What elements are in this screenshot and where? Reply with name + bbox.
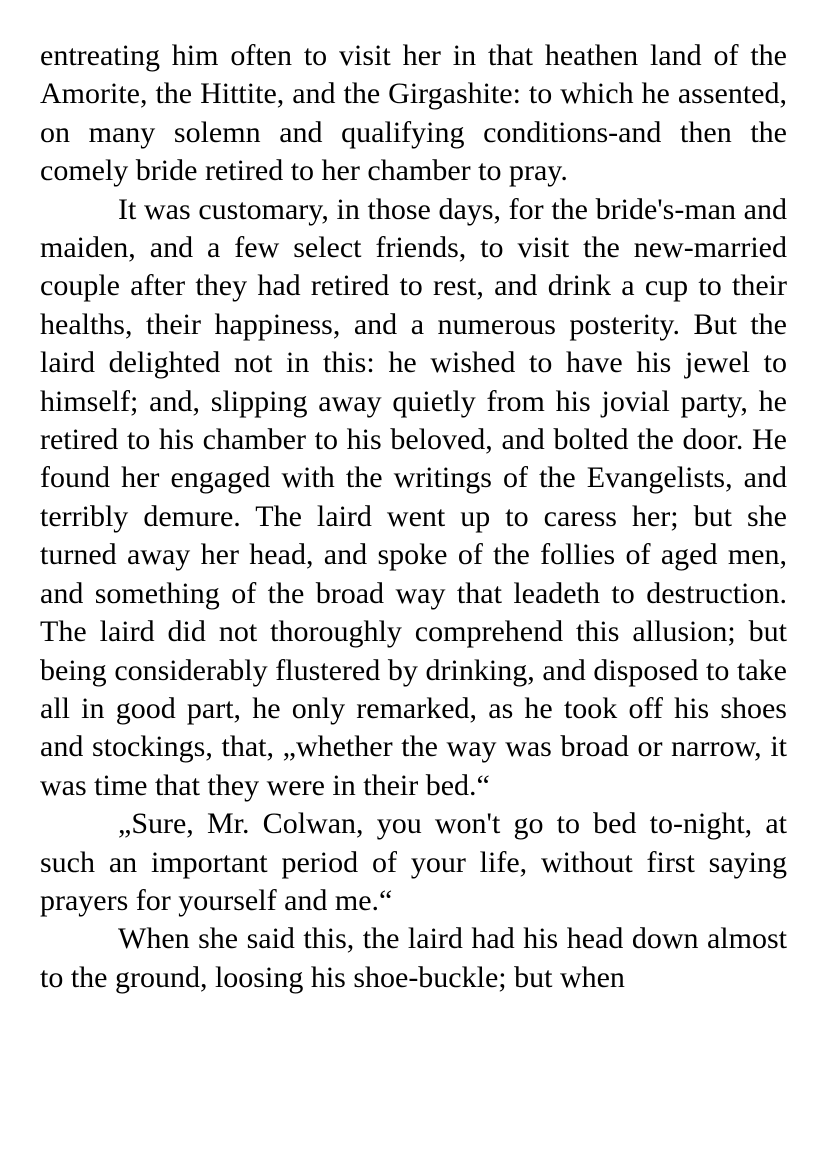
document-page (40, 37, 787, 997)
paragraph-3: „Sure, Mr. Colwan, you won't go to bed to-night, at such an important period of your life, without first saying prayers for yourself and me.“ (40, 807, 787, 917)
paragraph-2: It was customary, in those days, for the bride's-man and maiden, and a few select friends, to visit the new-married couple after they had retired to rest, and drink a cup to their healths, their happiness, and a numerous posterity. But the laird delighted not in this: he wished to have his jewel to himself; and, slipping away quietly from his jovial party, he retired to his chamber to his beloved, and bolted the door. He found her engaged with the writings of the Evangelists, and terribly demure. The laird went up to caress her; but she turned away her head, and spoke of the follies of aged men, and something of the broad way that leadeth to destruction. The laird did not thoroughly comprehend this allusion; but being considerably flustered by drinking, and disposed to take all in good part, he only remarked, as he took off his shoes and stockings, that, „whether the way was broad or narrow, it was time that they were in their bed.“ (40, 192, 787, 802)
paragraph-1: entreating him often to visit her in that heathen land of the Amorite, the Hittite, and the Girgashite: to which he assented, on many solemn and qualifying conditions-and then the comely bride retired to her chamber to pray. (40, 39, 787, 188)
paragraph-4: When she said this, the laird had his head down almost to the ground, loosing his shoe-buckle; but when (40, 922, 787, 994)
